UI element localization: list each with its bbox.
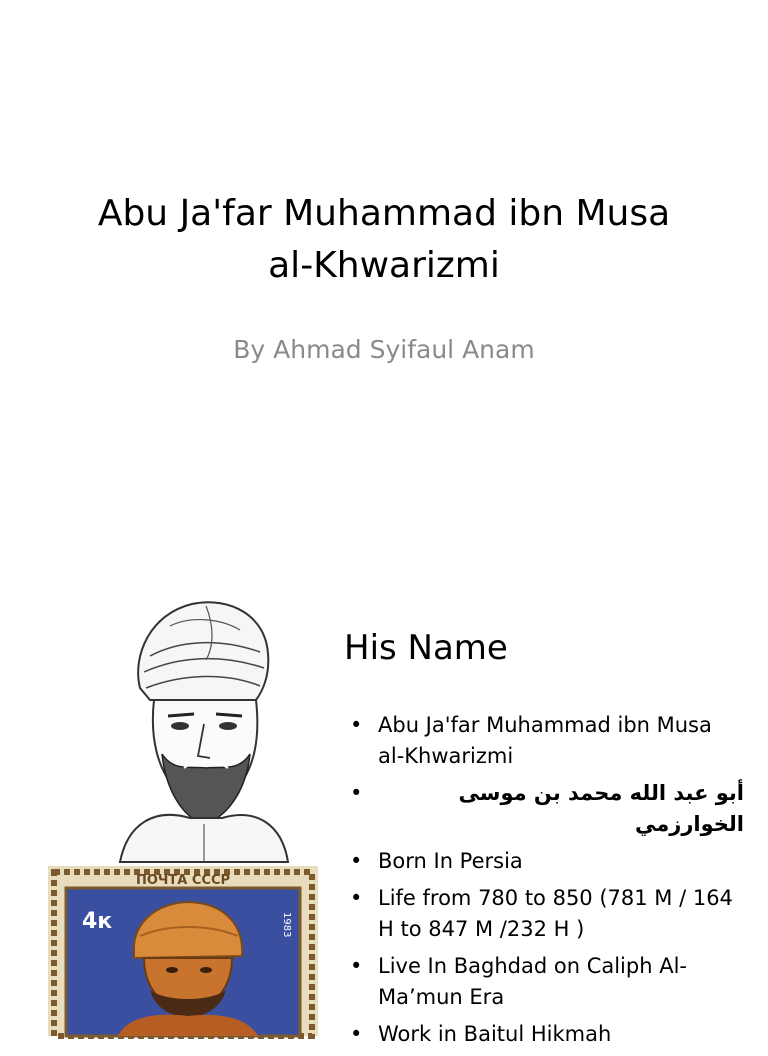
slide-title xyxy=(40,188,728,292)
stamp-denomination-text: 4к xyxy=(82,909,113,934)
list-item xyxy=(344,1019,744,1050)
stamp-header-text: ПОЧТА СССР xyxy=(135,873,231,888)
section-heading: His Name xyxy=(344,628,508,668)
list-item xyxy=(344,883,744,945)
list-item xyxy=(344,710,744,772)
title-line-1: Abu Ja'far Muhammad ibn Musa xyxy=(97,193,671,234)
bullet-dot: • xyxy=(350,954,363,978)
bullet-text: Life from 780 to 850 (781 M / 164 H to 847 M /232 H ) xyxy=(378,886,733,941)
title-line-2: al-Khwarizmi xyxy=(268,245,500,286)
postage-stamp-image xyxy=(48,866,318,1036)
bullet-dot: • xyxy=(350,781,363,805)
stamp-year-text: 1983 xyxy=(281,912,292,938)
bullet-dot: • xyxy=(350,1022,363,1046)
portrait-sketch-image xyxy=(110,596,290,862)
list-item xyxy=(344,778,744,840)
content-slide xyxy=(0,560,768,1046)
list-item xyxy=(344,951,744,1013)
bullet-dot: • xyxy=(350,886,363,910)
bullet-text: Live In Baghdad on Caliph Al-Ma’mun Era xyxy=(378,954,687,1009)
bullet-text: Born In Persia xyxy=(378,849,523,873)
bullet-text-arabic: أبو عبد الله محمد بن موسى الخوارزمي xyxy=(458,781,744,836)
bullet-dot: • xyxy=(350,713,363,737)
name-bullet-list xyxy=(344,710,744,1056)
list-item xyxy=(344,846,744,877)
slide-subtitle: By Ahmad Syifaul Anam xyxy=(233,335,535,364)
bullet-text: Abu Ja'far Muhammad ibn Musa al-Khwarizmi xyxy=(378,713,712,768)
bullet-dot: • xyxy=(350,849,363,873)
bullet-text: Work in Baitul Hikmah xyxy=(378,1022,612,1046)
